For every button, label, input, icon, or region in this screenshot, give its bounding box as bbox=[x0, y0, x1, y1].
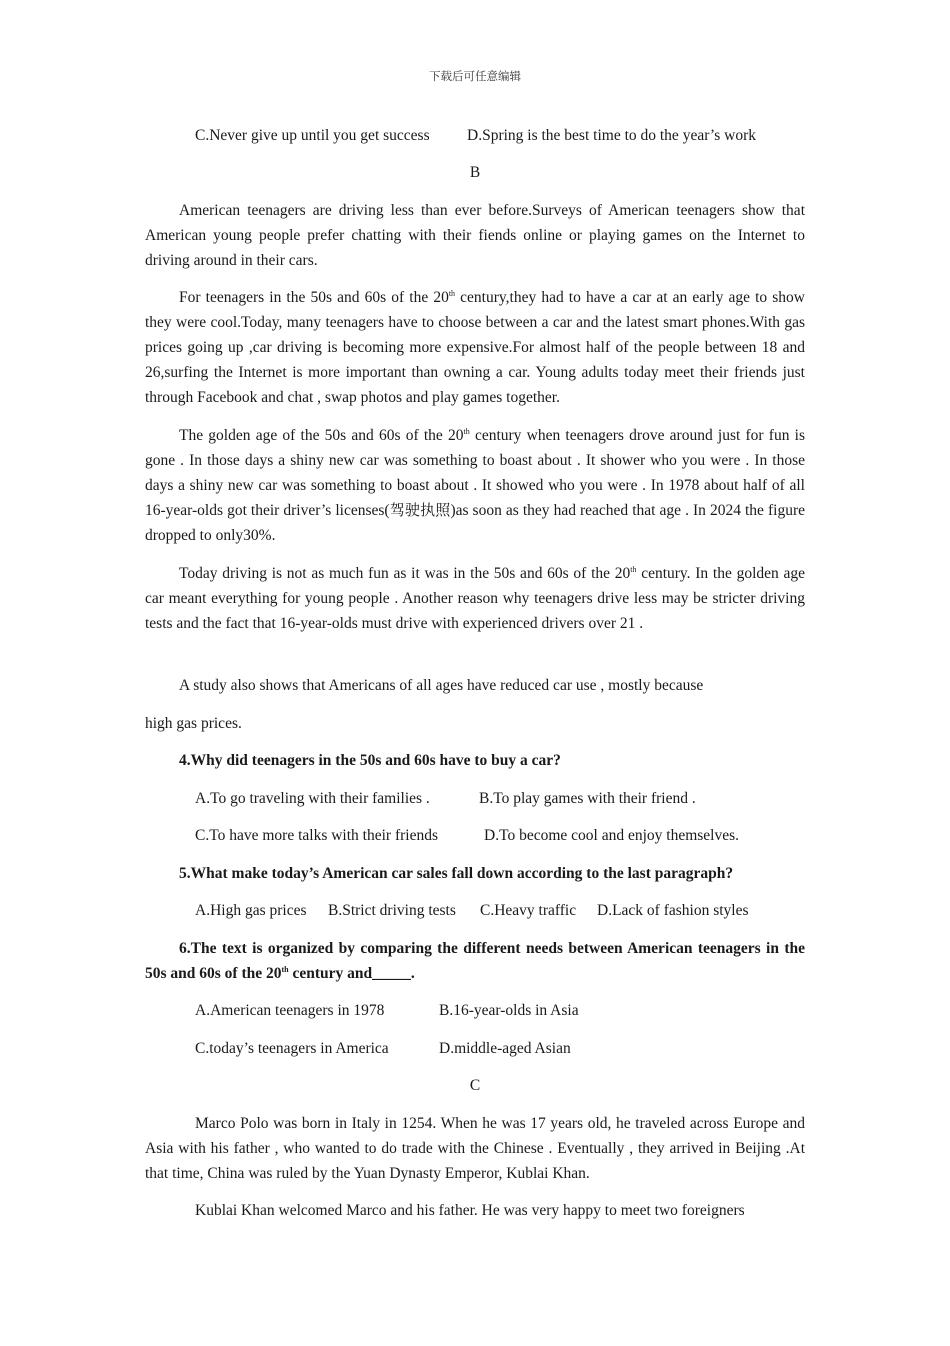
question-5-option-d: D.Lack of fashion styles bbox=[597, 902, 749, 919]
superscript: th bbox=[630, 564, 637, 574]
page-header: 下载后可任意编辑 bbox=[429, 69, 521, 83]
question-4-option-a: A.To go traveling with their families . bbox=[195, 790, 430, 807]
question-6-option-a: A.American teenagers in 1978 bbox=[195, 1002, 385, 1019]
superscript: th bbox=[281, 964, 289, 974]
question-4-option-b: B.To play games with their friend . bbox=[479, 790, 696, 807]
question-6-option-b: B.16-year-olds in Asia bbox=[439, 1002, 579, 1019]
question-5-option-a: A.High gas prices bbox=[195, 902, 307, 919]
section-c-paragraph-2: Kublai Khan welcomed Marco and his father. He was very happy to meet two foreigners bbox=[195, 1202, 745, 1219]
section-b-paragraph-1: American teenagers are driving less than ever before.Surveys of American teenagers show that American young people prefer chatting with their fiends online or playing games on the Internet to driving around in their cars. bbox=[145, 202, 805, 269]
question-5-option-c: C.Heavy traffic bbox=[480, 902, 577, 919]
section-b-paragraph-5-end: high gas prices. bbox=[145, 715, 242, 732]
question-5-stem: 5.What make today’s American car sales fall down according to the last paragraph? bbox=[179, 865, 734, 882]
section-b-paragraph-3: The golden age of the 50s and 60s of the 20th century when teenagers drove around just for fun is gone . In those days a shiny new car was something to boast about . It shower who you were . In those days a shiny new car was something to boast about . It showed who you were . In 1978 about half of all 16-year-olds got their driver’s licenses(驾驶执照)as soon as they had reached that age . In 2024 the figure dropped to only30%. bbox=[145, 426, 805, 544]
question-6-stem: 6.The text is organized by comparing the different needs between American teenagers in the 50s and 60s of the 20th century and_____. bbox=[145, 940, 805, 982]
superscript: th bbox=[448, 288, 456, 298]
section-b-paragraph-5: A study also shows that Americans of all ages have reduced car use , mostly because bbox=[179, 677, 704, 694]
question-6-option-d: D.middle-aged Asian bbox=[439, 1040, 571, 1057]
prev-option-d: D.Spring is the best time to do the year’s work bbox=[467, 127, 757, 144]
section-b-title: B bbox=[469, 164, 481, 181]
superscript: th bbox=[463, 426, 470, 436]
section-b-paragraph-2: For teenagers in the 50s and 60s of the 20th century,they had to have a car at an early age to show they were cool.Today, many teenagers have to choose between a car and the latest smart phones.With gas prices going up ,car driving is becoming more expensive.For almost half of the people between 18 and 26,surfing the Internet is more important than owning a car. Young adults today meet their friends just through Facebook and chat , swap photos and play games together. bbox=[145, 288, 805, 406]
section-c-paragraph-1: Marco Polo was born in Italy in 1254. When he was 17 years old, he traveled across Europe and Asia with his father , who wanted to do trade with the Chinese . Eventually , they arrived in Beijing .At that time, China was ruled by the Yuan Dynasty Emperor, Kublai Khan. bbox=[145, 1115, 805, 1182]
section-c-title: C bbox=[469, 1077, 481, 1094]
cjk-gloss: 驾驶执照 bbox=[389, 501, 451, 519]
prev-option-c: C.Never give up until you get success bbox=[195, 127, 430, 144]
section-b-paragraph-4: Today driving is not as much fun as it was in the 50s and 60s of the 20th century. In the golden age car meant everything for young people . Another reason why teenagers drive less may be stricter driving tests and the fact that 16-year-olds must drive with experienced drivers over 21 . bbox=[145, 564, 805, 632]
question-4-option-d: D.To become cool and enjoy themselves. bbox=[484, 827, 740, 844]
question-4-stem: 4.Why did teenagers in the 50s and 60s have to buy a car? bbox=[179, 752, 561, 769]
question-5-option-b: B.Strict driving tests bbox=[328, 902, 456, 919]
question-6-option-c: C.today’s teenagers in America bbox=[195, 1040, 389, 1057]
question-4-option-c: C.To have more talks with their friends bbox=[195, 827, 438, 844]
